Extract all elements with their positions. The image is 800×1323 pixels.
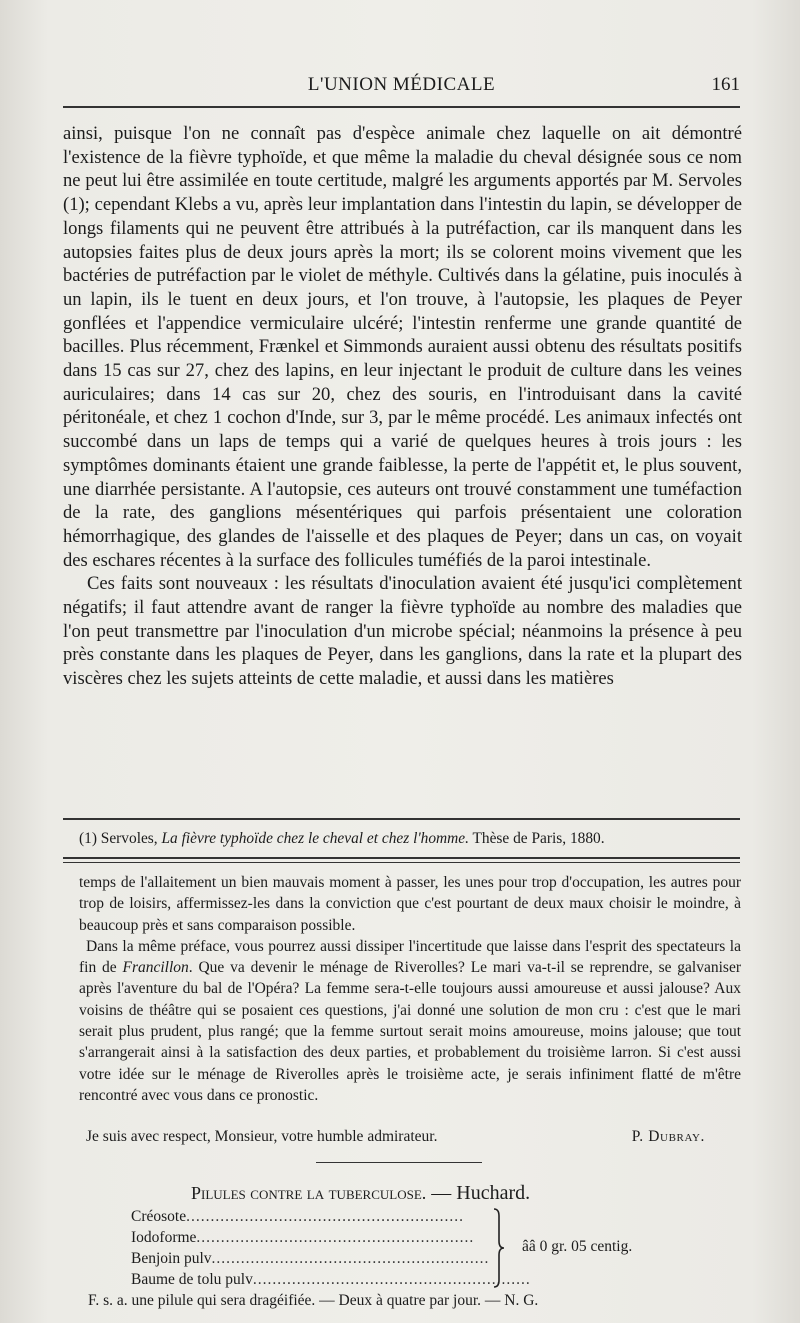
formula-author: — Huchard. <box>426 1182 531 1204</box>
page-header <box>63 74 740 100</box>
dosage: ââ 0 gr. 05 centig. <box>522 1238 633 1255</box>
ingredient-name: Iodoforme <box>131 1229 197 1246</box>
short-divider <box>316 1162 482 1163</box>
leader-dots: ......................................................... <box>252 1271 531 1288</box>
right-brace-icon <box>493 1208 505 1288</box>
footnote <box>79 829 739 849</box>
footnote-title: La fièvre typhoïde chez le cheval et chez l'homme. <box>161 830 469 847</box>
ingredient-row <box>131 1269 531 1290</box>
ingredient-row <box>131 1248 493 1269</box>
letter-body <box>79 872 741 1106</box>
leader-dots: ......................................................... <box>186 1208 464 1225</box>
leader-dots: ......................................................... <box>196 1229 475 1246</box>
ingredient-row <box>131 1206 493 1227</box>
article-paragraph-2: Ces faits sont nouveaux : les résultats d'inoculation avaient été jusqu'ici complètement négatifs; il faut attendre avant de ranger la fièvre typhoïde au nombre des maladies que l'on peut transmettre par l'inoculation d'un microbe spécial; néanmoins la présence à peu près constante dans les plaques de Peyer, dans les ganglions, dans la rate et la plupart des viscères chez les sujets atteints de cette maladie, et aussi dans les matières <box>63 573 742 690</box>
footnote-rule <box>63 818 740 820</box>
ingredient-row <box>131 1227 493 1248</box>
ingredient-list <box>131 1206 531 1290</box>
header-rule <box>63 106 740 108</box>
letter-paragraph-2-start: Dans la même préface, vous pourrez aussi dissiper l'incertitude que laisse dans l'esprit des spectateurs la fin de <box>79 937 741 977</box>
letter-signature: P. Dubray. <box>631 1128 705 1145</box>
section-divider <box>63 857 740 863</box>
ingredient-name: Baume de tolu pulv <box>131 1271 253 1288</box>
article-paragraph-1: ainsi, puisque l'on ne connaît pas d'espèce animale chez laquelle on ait démontré l'existence de la fièvre typhoïde, et que même la maladie du cheval désignée sous ce nom ne peut lui être assimilée en toute certitude, malgré les arguments apportés par M. Servoles (1); cependant Klebs a vu, après leur implantation dans l'intestin du lapin, se développer de longs filaments qui ne peuvent être attribués à la putréfaction, car ils manquent dans les autopsies faites plus de deux jours après la mort; ils se colorent moins vivement que les bactéries de putréfaction par le violet de méthyle. Cultivés dans la gélatine, puis inoculés à un lapin, ils le tuent en deux jours, et l'on trouve, à l'autopsie, les plaques de Peyer gonflées et l'appendice vermiculaire ulcéré; l'intestin renferme une grande quantité de bacilles. Plus récemment, Frænkel et Simmonds auraient aussi obtenu des résultats positifs dans 15 cas sur 27, chez des lapins, en leur injectant le produit de culture dans les veines auriculaires; dans 14 cas sur 20, chez des souris, en l'introduisant dans la cavité péritonéale, et chez 1 cochon d'Inde, sur 3, par le même procédé. Les animaux infectés ont succombé dans un laps de temps qui a varié de quelques heures à trois jours : les symptômes dominants étaient une grande faiblesse, la perte de l'appétit et, le plus souvent, une diarrhée persistante. A l'autopsie, ces auteurs ont trouvé constamment une tuméfaction de la rate, des ganglions mésentériques qui parfois présentaient une coloration hémorrhagique, des glandes de l'aisselle et des plaques de Peyer; dans un cas, on voyait des eschares récentes à la surface des follicules tuméfiés de la paroi intestinale. <box>63 123 742 571</box>
preparation-instructions: F. s. a. une pilule qui sera dragéifiée. — Deux à quatre par jour. — N. G. <box>88 1292 539 1309</box>
letter-paragraph-1: temps de l'allaitement un bien mauvais moment à passer, les unes pour trop d'occupation, les autres pour trop de loisirs, affermissez-les dans la conviction que c'est pourtant de deux maux choisir le moindre, à beaucoup près et sans comparaison possible. <box>79 874 741 934</box>
formula-name: Pilules contre la tuberculose. <box>191 1183 427 1203</box>
letter-paragraph-2 <box>79 936 741 1106</box>
formula-title <box>191 1182 530 1205</box>
leader-dots: ......................................................... <box>211 1250 490 1267</box>
ingredient-name: Benjoin pulv <box>131 1250 212 1267</box>
letter-paragraph-2-end: . Que va devenir le ménage de Riverolles? Le mari va-t-il se reprendre, se galvaniser après l'aventure du bal de l'Opéra? La femme sera-t-elle toujours aussi amoureuse et aussi jalouse? Aux voisins de théâtre qui se posaient ces questions, j'ai donné une solution de mon cru : c'est que le mari serait plus prudent, plus rangé; que la femme surtout serait moins amoureuse, moins jalouse; que tout s'arrangerait ainsi à la satisfaction des deux parties, et probablement du troisième larron. Si c'est aussi votre idée sur le ménage de Riverolles après le troisième acte, je serais infiniment flatté de m'être rencontré avec vous dans ce pronostic. <box>79 959 741 1104</box>
running-title: L'UNION MÉDICALE <box>307 74 496 95</box>
letter-signoff <box>79 1128 705 1150</box>
ingredient-name: Créosote <box>131 1208 187 1225</box>
footnote-marker: (1) Servoles, <box>79 830 162 847</box>
letter-closing: Je suis avec respect, Monsieur, votre humble admirateur. <box>86 1128 438 1145</box>
play-title: Francillon <box>122 959 189 977</box>
article-body <box>63 122 742 691</box>
footnote-rest: Thèse de Paris, 1880. <box>468 830 605 847</box>
page-number: 161 <box>711 74 740 95</box>
